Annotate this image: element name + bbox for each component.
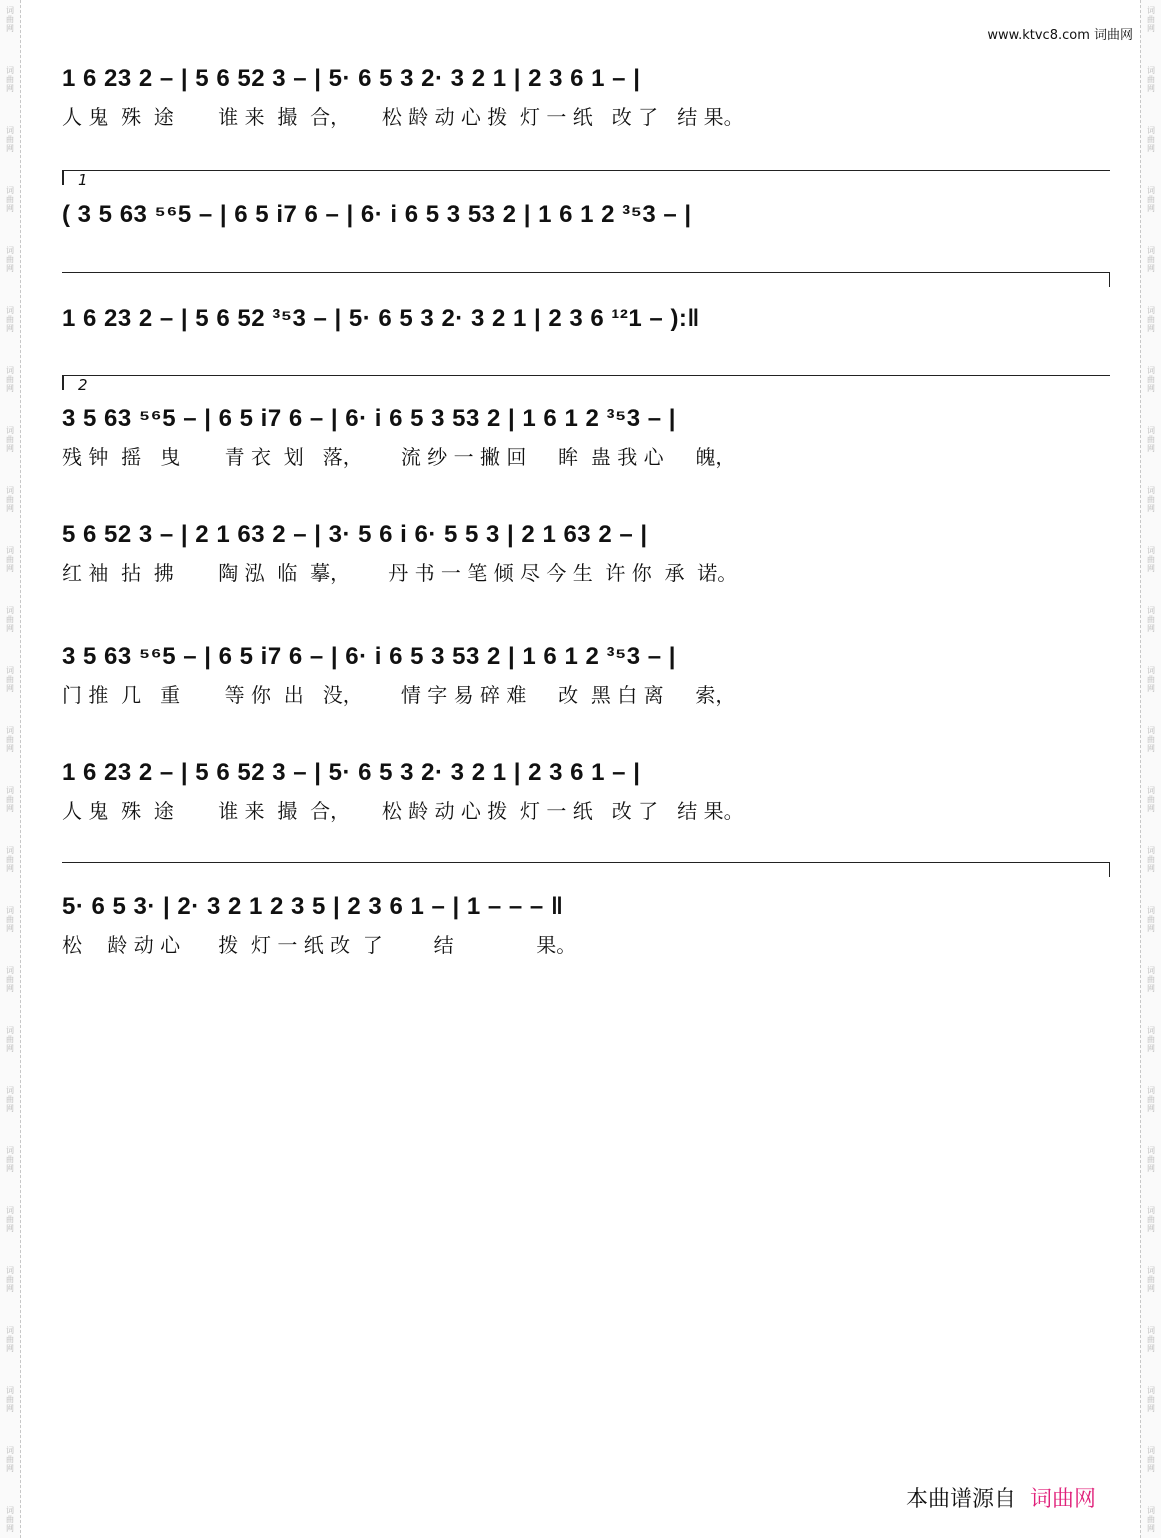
watermark-text: 词 曲 网 (1147, 1206, 1155, 1233)
volta-label-2: 2 (78, 376, 88, 394)
watermark-text: 词 曲 网 (6, 1446, 14, 1473)
watermark-text: 词 曲 网 (1147, 66, 1155, 93)
watermark-text: 词 曲 网 (6, 1086, 14, 1113)
volta-bracket-1-end (62, 272, 1110, 285)
watermark-text: 词 曲 网 (1147, 1386, 1155, 1413)
watermark-text: 词 曲 网 (1147, 1266, 1155, 1293)
watermark-text: 词 曲 网 (1147, 366, 1155, 393)
watermark-text: 词 曲 网 (1147, 1086, 1155, 1113)
watermark-text: 词 曲 网 (1147, 1146, 1155, 1173)
watermark-text: 词 曲 网 (6, 786, 14, 813)
lyrics-line: 门 推 几 重 等 你 出 没， 情 字 易 碎 难 改 黑 白 离 索， (62, 683, 736, 707)
watermark-text: 词 曲 网 (6, 666, 14, 693)
watermark-text: 词 曲 网 (1147, 1326, 1155, 1353)
watermark-text: 词 曲 网 (6, 1206, 14, 1233)
watermark-text: 词 曲 网 (1147, 6, 1155, 33)
watermark-text: 词 曲 网 (1147, 966, 1155, 993)
watermark-text: 词 曲 网 (6, 966, 14, 993)
watermark-text: 词 曲 网 (6, 906, 14, 933)
lyrics-line: 人 鬼 殊 途 谁 来 撮 合， 松 龄 动 心 拨 灯 一 纸 改 了 结 果。 (62, 105, 744, 129)
lyrics-line: 残 钟 摇 曳 青 衣 划 落， 流 纱 一 撇 回 眸 蛊 我 心 魄， (62, 445, 736, 469)
watermark-text: 词 曲 网 (6, 1266, 14, 1293)
watermark-text: 词 曲 网 (6, 306, 14, 333)
watermark-text: 词 曲 网 (1147, 1026, 1155, 1053)
right-watermark-strip (1140, 0, 1161, 1538)
watermark-text: 词 曲 网 (6, 246, 14, 273)
watermark-text: 词 曲 网 (1147, 786, 1155, 813)
watermark-text: 词 曲 网 (6, 546, 14, 573)
watermark-text: 词 曲 网 (6, 1386, 14, 1413)
volta-bracket-2 (62, 375, 1110, 394)
notation-line: 3 5 63 ⁵⁶5 – | 6 5 i7 6 – | 6· i 6 5 3 53 2 | 1 6 1 2 ³⁵3 – | (62, 643, 676, 670)
watermark-text: 词 曲 网 (1147, 126, 1155, 153)
lyrics-line: 红 袖 拈 拂 陶 泓 临 摹， 丹 书 一 笔 倾 尽 今 生 许 你 承 诺。 (62, 561, 738, 585)
notation-line: ( 3 5 63 ⁵⁶5 – | 6 5 i7 6 – | 6· i 6 5 3 53 2 | 1 6 1 2 ³⁵3 – | (62, 201, 692, 228)
notation-line: 1 6 23 2 – | 5 6 52 ³⁵3 – | 5· 6 5 3 2· 3 2 1 | 2 3 6 ¹²1 – ):‖ (62, 305, 700, 332)
notation-line: 5· 6 5 3· | 2· 3 2 1 2 3 5 | 2 3 6 1 – | 1 – – – ‖ (62, 893, 564, 920)
site-url[interactable]: www.ktvc8.com 词曲网 (987, 28, 1133, 43)
watermark-text: 词 曲 网 (1147, 486, 1155, 513)
lyrics-line: 人 鬼 殊 途 谁 来 撮 合， 松 龄 动 心 拨 灯 一 纸 改 了 结 果。 (62, 799, 744, 823)
footer-prefix: 本曲谱源自 (906, 1487, 1017, 1512)
watermark-text: 词 曲 网 (6, 6, 14, 33)
volta-bracket-1 (62, 170, 1110, 189)
watermark-text: 词 曲 网 (1147, 666, 1155, 693)
watermark-text: 词 曲 网 (6, 66, 14, 93)
watermark-text: 词 曲 网 (1147, 306, 1155, 333)
watermark-text: 词 曲 网 (1147, 1506, 1155, 1533)
notation-line: 1 6 23 2 – | 5 6 52 3 – | 5· 6 5 3 2· 3 2 1 | 2 3 6 1 – | (62, 65, 641, 92)
watermark-text: 词 曲 网 (1147, 546, 1155, 573)
notation-line: 3 5 63 ⁵⁶5 – | 6 5 i7 6 – | 6· i 6 5 3 53 2 | 1 6 1 2 ³⁵3 – | (62, 405, 676, 432)
watermark-text: 词 曲 网 (6, 1506, 14, 1533)
watermark-text: 词 曲 网 (1147, 846, 1155, 873)
volta-label-1: 1 (78, 171, 88, 189)
watermark-text: 词 曲 网 (1147, 186, 1155, 213)
watermark-text: 词 曲 网 (6, 426, 14, 453)
watermark-text: 词 曲 网 (6, 126, 14, 153)
lyrics-line: 松 龄 动 心 拨 灯 一 纸 改 了 结 果。 (62, 933, 577, 957)
footer-brand-link[interactable]: 词曲网 (1030, 1487, 1097, 1512)
watermark-text: 词 曲 网 (6, 1146, 14, 1173)
watermark-text: 词 曲 网 (6, 1326, 14, 1353)
coda-bracket (62, 862, 1110, 875)
watermark-text: 词 曲 网 (6, 846, 14, 873)
watermark-text: 词 曲 网 (1147, 246, 1155, 273)
source-footer (906, 1482, 1096, 1513)
watermark-text: 词 曲 网 (6, 606, 14, 633)
watermark-text: 词 曲 网 (1147, 906, 1155, 933)
watermark-text: 词 曲 网 (6, 726, 14, 753)
watermark-text: 词 曲 网 (6, 1026, 14, 1053)
watermark-text: 词 曲 网 (6, 366, 14, 393)
watermark-text: 词 曲 网 (6, 486, 14, 513)
watermark-text: 词 曲 网 (1147, 426, 1155, 453)
watermark-text: 词 曲 网 (1147, 726, 1155, 753)
notation-line: 5 6 52 3 – | 2 1 63 2 – | 3· 5 6 i 6· 5 5 3 | 2 1 63 2 – | (62, 521, 648, 548)
watermark-text: 词 曲 网 (1147, 1446, 1155, 1473)
watermark-text: 词 曲 网 (1147, 606, 1155, 633)
watermark-text: 词 曲 网 (6, 186, 14, 213)
notation-line: 1 6 23 2 – | 5 6 52 3 – | 5· 6 5 3 2· 3 2 1 | 2 3 6 1 – | (62, 759, 641, 786)
left-watermark-strip (0, 0, 21, 1538)
